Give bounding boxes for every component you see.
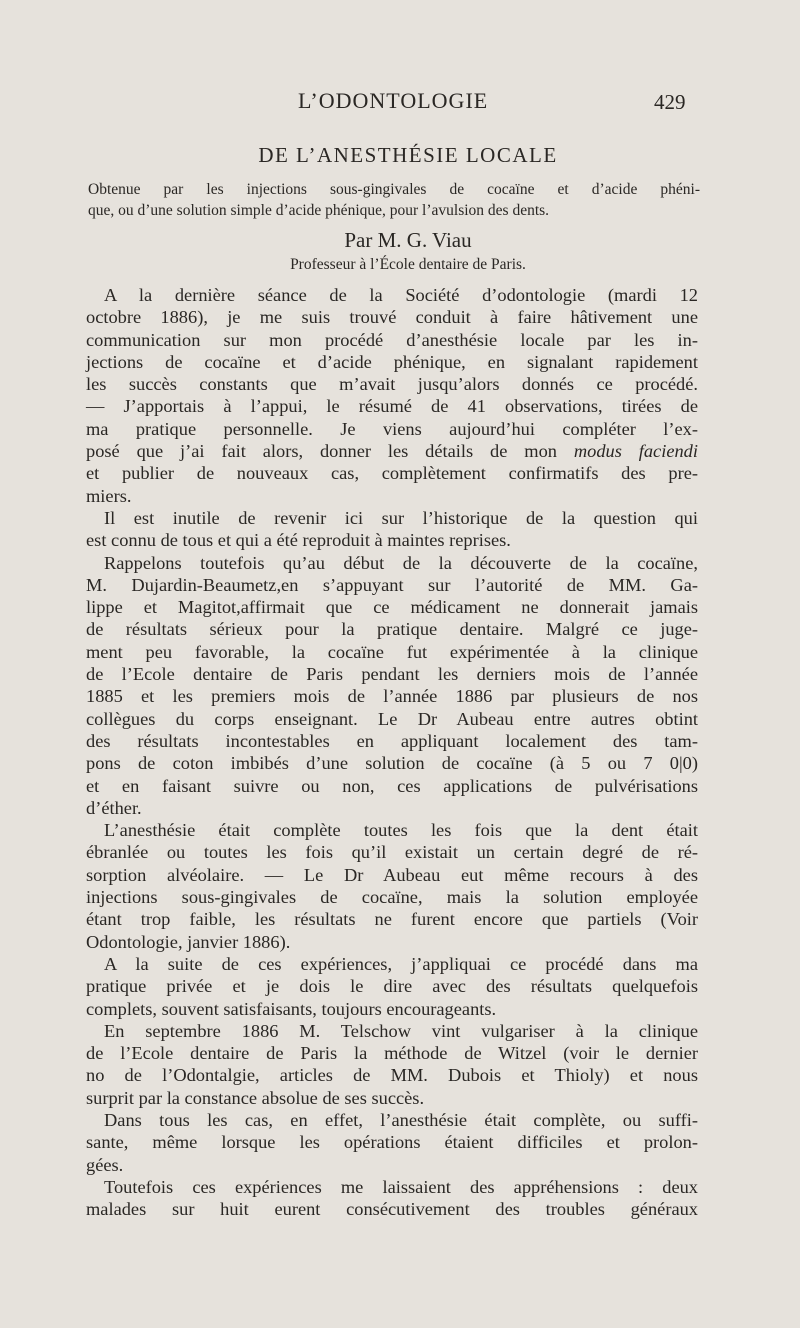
body-line: ébranlée ou toutes les fois qu’il existait un certain degré de ré- (86, 842, 698, 863)
subtitle-line: que, ou d’une solution simple d’acide phénique, pour l’avulsion des dents. (88, 202, 550, 219)
body-line: A la suite de ces expériences, j’appliquai ce procédé dans ma (104, 953, 698, 974)
body-line: pratique privée et je dois le dire avec des résultats quelquefois (86, 976, 698, 997)
body-line: Rappelons toutefois qu’au début de la découverte de la cocaïne, (104, 552, 698, 573)
body-line: pons de coton imbibés d’une solution de cocaïne (à 5 ou 7 0|0) (86, 753, 698, 774)
body-line: de l’Ecole dentaire de Paris la méthode de Witzel (voir le dernier (86, 1043, 698, 1064)
body-line: des résultats incontestables en appliquant localement des tam- (86, 730, 698, 751)
body-line: sante, même lorsque les opérations étaient difficiles et prolon- (86, 1132, 698, 1153)
article-body (86, 284, 698, 1220)
body-line: M. Dujardin-Beaumetz,en s’appuyant sur l’autorité de MM. Ga- (86, 574, 698, 595)
body-line: L’anesthésie était complète toutes les fois que la dent était (104, 820, 698, 841)
running-head (0, 88, 800, 118)
body-line: et en faisant suivre ou non, ces applications de pulvérisations (86, 775, 698, 796)
body-line-text: posé que j’ai fait alors, donner les détails de mon (86, 441, 557, 462)
body-line: malades sur huit eurent consécutivement des troubles généraux (86, 1199, 698, 1220)
body-line: injections sous-gingivales de cocaïne, mais la solution employée (86, 887, 698, 908)
body-line: de l’Ecole dentaire de Paris pendant les derniers mois de l’année (86, 664, 698, 685)
article-title: DE L’ANESTHÉSIE LOCALE (258, 143, 558, 167)
body-line: En septembre 1886 M. Telschow vint vulgariser à la clinique (104, 1020, 698, 1041)
author-affiliation: Professeur à l’École dentaire de Paris. (290, 256, 526, 273)
article-subtitle (88, 179, 700, 221)
body-line: Dans tous les cas, en effet, l’anesthésie était complète, ou suffi- (104, 1109, 698, 1130)
body-line: d’éther. (86, 797, 142, 818)
body-line: complets, souvent satisfaisants, toujours encourageants. (86, 998, 497, 1019)
body-line: est connu de tous et qui a été reproduit à maintes reprises. (86, 530, 511, 551)
body-line: Odontologie, janvier 1886). (86, 931, 291, 952)
body-line: et publier de nouveaux cas, complètement confirmatifs des pre- (86, 463, 698, 484)
page-number: 429 (654, 90, 686, 114)
body-line: sorption alvéolaire. — Le Dr Aubeau eut même recours à des (86, 864, 698, 885)
body-line: les succès constants que m’avait jusqu’alors donnés ce procédé. (86, 374, 698, 395)
body-line: communication sur mon procédé d’anesthésie locale par les in- (86, 329, 698, 350)
body-line: octobre 1886), je me suis trouvé conduit à faire hâtivement une (86, 307, 698, 328)
body-line: ma pratique personnelle. Je viens aujourd’hui compléter l’ex- (86, 418, 698, 439)
body-line: gées. (86, 1154, 124, 1175)
body-line: A la dernière séance de la Société d’odontologie (mardi 12 (104, 285, 698, 305)
author-byline: Par M. G. Viau (344, 228, 472, 252)
body-line: étant trop faible, les résultats ne furent encore que partiels (Voir (86, 909, 698, 930)
body-line: Toutefois ces expériences me laissaient des appréhensions : deux (104, 1176, 698, 1197)
body-line: 1885 et les premiers mois de l’année 1886 par plusieurs de nos (86, 686, 698, 707)
body-line: Il est inutile de revenir ici sur l’historique de la question qui (104, 507, 698, 528)
body-line: jections de cocaïne et d’acide phénique, en signalant rapidement (86, 351, 698, 372)
body-line: surprit par la constance absolue de ses succès. (86, 1087, 425, 1108)
italic-phrase: modus faciendi (573, 441, 698, 462)
body-line: no de l’Odontalgie, articles de MM. Dubois et Thioly) et nous (86, 1065, 698, 1086)
body-line (86, 440, 698, 462)
body-line: collègues du corps enseignant. Le Dr Aubeau entre autres obtint (86, 708, 698, 729)
running-title: L’ODONTOLOGIE (298, 88, 489, 113)
body-line: — J’apportais à l’appui, le résumé de 41 observations, tirées de (86, 396, 698, 417)
body-line: miers. (86, 485, 132, 506)
body-line: de résultats sérieux pour la pratique dentaire. Malgré ce juge- (86, 619, 698, 640)
subtitle-line: Obtenue par les injections sous-gingivales de cocaïne et d’acide phéni- (88, 181, 700, 198)
body-line: lippe et Magitot,affirmait que ce médicament ne donnerait jamais (86, 597, 698, 618)
body-line: ment peu favorable, la cocaïne fut expérimentée à la clinique (86, 641, 698, 662)
